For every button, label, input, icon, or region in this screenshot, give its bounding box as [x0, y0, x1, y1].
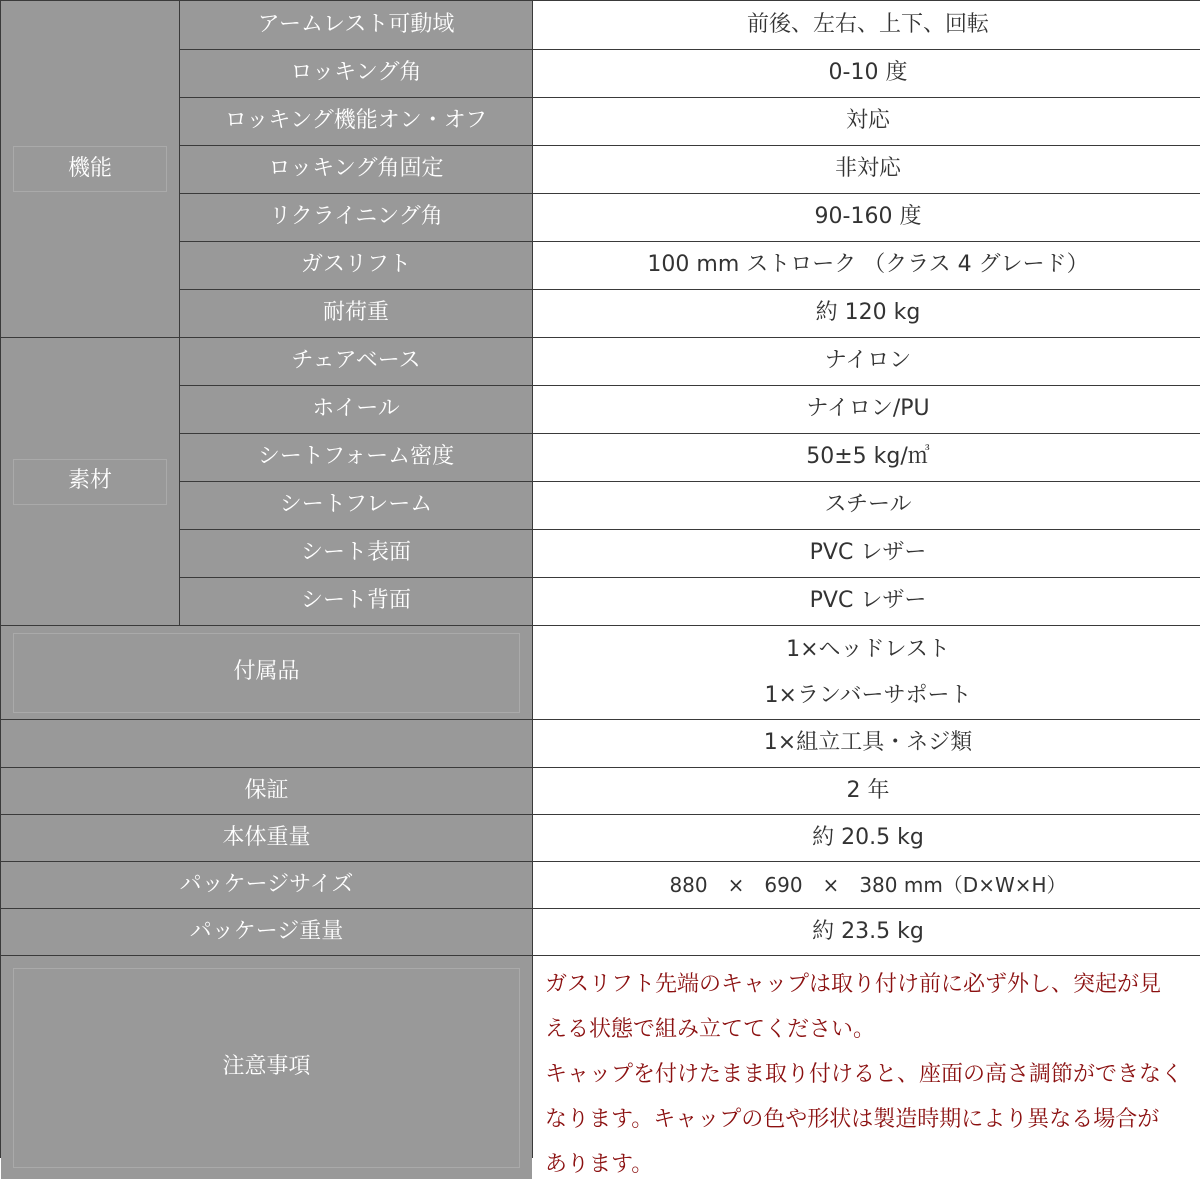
note-line: ガスリフト先端のキャップは取り付け前に必ず外し、突起が見 [545, 972, 1162, 997]
note-line: える状態で組み立ててください。 [545, 1017, 876, 1042]
spec-label: パッケージサイズ [1, 862, 532, 908]
accessories-label: 付属品 [13, 633, 520, 713]
spec-value: 約 23.5 kg [533, 909, 1200, 955]
spec-label: シート背面 [180, 578, 532, 625]
spec-value: スチール [533, 482, 1200, 529]
spec-label: リクライニング角 [180, 194, 532, 241]
spec-value: 880 × 690 × 380 mm（D×W×H） [533, 862, 1200, 908]
spec-value: 50±5 kg/㎥ [533, 434, 1200, 481]
accessories-label-cell [1, 626, 532, 719]
spec-label: ロッキング角固定 [180, 146, 532, 193]
spec-value: 0-10 度 [533, 50, 1200, 97]
spec-value: ナイロン [533, 338, 1200, 385]
spec-value: 約 120 kg [533, 290, 1200, 337]
group-function-label: 機能 [13, 146, 167, 192]
spec-value: 2 年 [533, 768, 1200, 814]
spec-value: 非対応 [533, 146, 1200, 193]
note-line: なります。キャップの色や形状は製造時期により異なる場合が [545, 1107, 1160, 1132]
group-material-label: 素材 [13, 459, 167, 505]
spec-value: 前後、左右、上下、回転 [533, 1, 1200, 49]
notes-label: 注意事項 [13, 968, 520, 1168]
spec-label: シートフレーム [180, 482, 532, 529]
spec-label: ロッキング機能オン・オフ [180, 98, 532, 145]
accessory-item: 1×ヘッドレスト [786, 636, 950, 662]
spec-label: チェアベース [180, 338, 532, 385]
spec-label: パッケージ重量 [1, 909, 532, 955]
spec-label: アームレスト可動域 [180, 1, 532, 49]
spec-value: 約 20.5 kg [533, 815, 1200, 861]
notes-text [533, 956, 1200, 1179]
spec-value: PVC レザー [533, 530, 1200, 577]
spec-label: 保証 [1, 768, 532, 814]
spec-value: PVC レザー [533, 578, 1200, 625]
accessories-values [533, 626, 1200, 719]
note-line: あります。 [545, 1152, 654, 1177]
accessories-extra-label [1, 720, 532, 767]
spec-label: 本体重量 [1, 815, 532, 861]
spec-value: 対応 [533, 98, 1200, 145]
spec-label: シート表面 [180, 530, 532, 577]
spec-value: 100 mm ストローク （クラス 4 グレード） [533, 242, 1200, 289]
note-line: キャップを付けたまま取り付けると、座面の高さ調節ができなく [545, 1062, 1184, 1087]
spec-label: ロッキング角 [180, 50, 532, 97]
spec-value: 90-160 度 [533, 194, 1200, 241]
group-function [1, 1, 179, 337]
accessory-item: 1×組立工具・ネジ類 [533, 720, 1200, 767]
accessory-item: 1×ランバーサポート [764, 682, 972, 708]
spec-label: 耐荷重 [180, 290, 532, 337]
spec-label: ガスリフト [180, 242, 532, 289]
notes-label-cell [1, 956, 532, 1179]
spec-value: ナイロン/PU [533, 386, 1200, 433]
spec-label: シートフォーム密度 [180, 434, 532, 481]
spec-label: ホイール [180, 386, 532, 433]
group-material [1, 338, 179, 625]
